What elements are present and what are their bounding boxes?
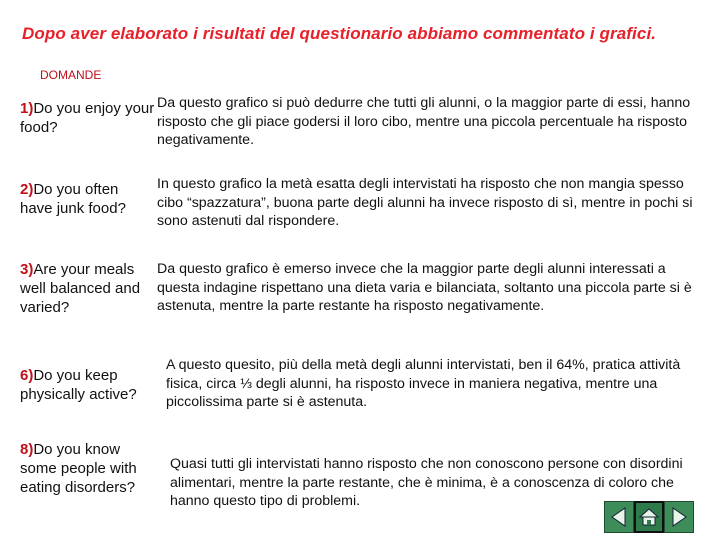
question-number: 3) — [20, 261, 34, 278]
answer-3: Da questo grafico è emerso invece che la maggior parte degli alunni interessati a questa indagine rispettano una dieta varia e bilanciata, soltanto una piccola parte si è astenuta, mentre la parte restante ha risposto negativamente. — [157, 261, 692, 314]
question-text: Do you enjoy your food? — [20, 100, 155, 136]
question-3 — [20, 260, 155, 317]
question-number: 6) — [20, 367, 34, 384]
next-button[interactable] — [664, 501, 694, 533]
question-text: Do you know some people with eating disorders? — [20, 441, 137, 496]
answer-8: Quasi tutti gli intervistati hanno risposto che non conoscono persone con disordini alimentari, mentre la parte restante, che è minima, è a conoscenza di coloro che hanno questo tipo di problemi. — [170, 456, 683, 509]
question-1 — [20, 99, 155, 137]
answer-1: Da questo grafico si può dedurre che tutti gli alunni, o la maggior parte di essi, hanno risposto che gli piace godersi il loro cibo, mentre una piccola percentuale ha risposto negativamente. — [157, 95, 691, 148]
answer-2: In questo grafico la metà esatta degli intervistati ha risposto che non mangia spesso cibo “spazzatura”, buona parte degli alunni ha invece risposto di sì, mentre in pochi si sono astenuti dal rispondere. — [157, 176, 693, 229]
slide-title: Dopo aver elaborato i risultati del questionario abbiamo commentato i grafici. — [22, 24, 657, 43]
next-icon — [669, 506, 689, 528]
answer-6: A questo quesito, più della metà degli alunni intervistati, ben il 64%, pratica attività fisica, circa ⅓ degli alunni, ha risposto invece in maniera negativa, mentre una piccolissima parte si è astenuta. — [166, 357, 681, 410]
question-6 — [20, 366, 168, 404]
home-button[interactable] — [634, 501, 664, 533]
home-icon — [638, 506, 660, 528]
section-label: DOMANDE — [40, 68, 102, 82]
question-2 — [20, 180, 155, 218]
question-text: Do you often have junk food? — [20, 181, 126, 217]
question-text: Are your meals well balanced and varied? — [20, 261, 141, 316]
question-text: Do you keep physically active? — [20, 367, 137, 403]
question-number: 8) — [20, 441, 34, 458]
previous-button[interactable] — [604, 501, 634, 533]
question-number: 2) — [20, 181, 34, 198]
question-8 — [20, 440, 140, 497]
previous-icon — [609, 506, 629, 528]
question-number: 1) — [20, 100, 34, 117]
